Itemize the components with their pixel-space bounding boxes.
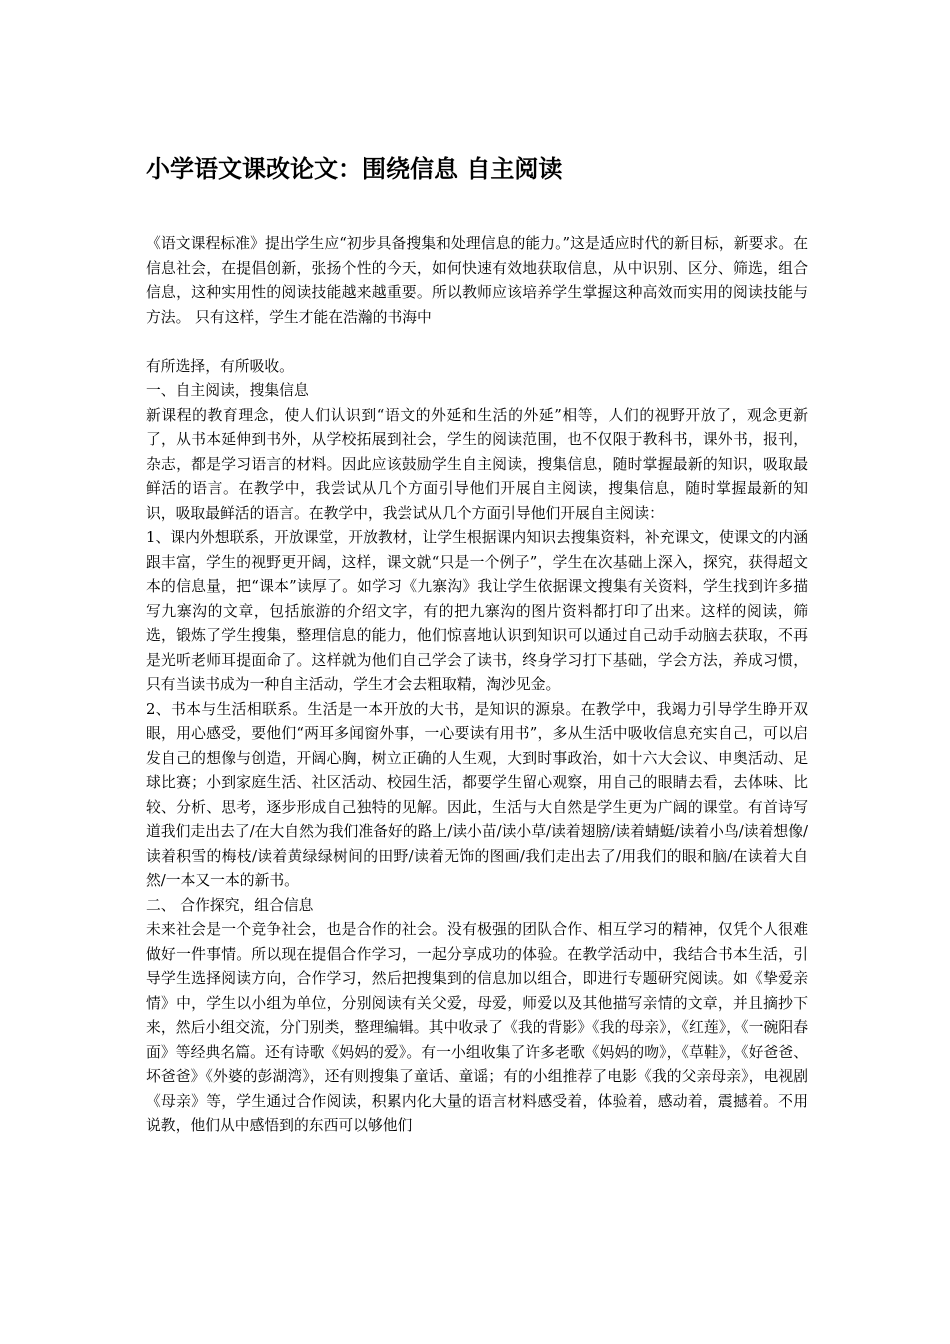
intro-continuation: 有所选择，有所吸收。	[146, 357, 294, 375]
document-body	[146, 232, 808, 1139]
paragraph-2: 1、课内外想联系，开放课堂，开放教材，让学生根据课内知识去搜集资料，补充课文，使课文的内涵跟丰富，学生的视野更开阔，这样，课文就“只是一个例子”，学生在次基础上深入，探究，获得超文本的信息量，把“课本”读厚了。如学习《九寨沟》我让学生依据课文搜集有关资料，学生找到许多描写九寨沟的文章，包括旅游的介绍文字，有的把九寨沟的图片资料都打印了出来。这样的阅读，筛选，锻炼了学生搜集，整理信息的能力，他们惊喜地认识到知识可以通过自己动手动脑去获取，不再是光听老师耳提面命了。这样就为他们自己学会了读书，终身学习打下基础，学会方法，养成习惯，只有当读书成为一种自主活动，学生才会去粗取精，淘沙见金。	[146, 529, 808, 693]
paragraph-3: 2、书本与生活相联系。生活是一本开放的大书，是知识的源泉。在教学中，我竭力引导学生睁开双眼，用心感受，要他们“两耳多闻窗外事，一心要读有用书”，多从生活中吸收信息充实自己，可以启发自己的想像与创造，开阔心胸，树立正确的人生观，大到时事政治，如十六大会议、申奥活动、足球比赛；小到家庭生活、社区活动、校园生活，都要学生留心观察，用自己的眼睛去看，去体味、比较、分析、思考，逐步形成自己独特的见解。因此，生活与大自然是学生更为广阔的课堂。有首诗写道我们走出去了/在大自然为我们准备好的路上/读小苗/读小草/读着翅膀/读着蜻蜓/读着小鸟/读着想像/读着积雪的梅枝/读着黄绿绿树间的田野/读着无饰的图画/我们走出去了/用我们的眼和脑/在读着大自然/一本又一本的新书。	[146, 700, 808, 889]
document-title: 小学语文课改论文：围绕信息 自主阅读	[146, 155, 563, 183]
intro-paragraph: 《语文课程标准》提出学生应“初步具备搜集和处理信息的能力。”这是适应时代的新目标，新要求。在信息社会，在提倡创新，张扬个性的今天，如何快速有效地获取信息，从中识别、区分、筛选，组合信息，这种实用性的阅读技能越来越重要。所以教师应该培养学生掌握这种高效而实用的阅读技能与方法。 只有这样，学生才能在浩瀚的书海中	[146, 235, 808, 326]
section-heading-1: 一、自主阅读，搜集信息	[146, 382, 309, 399]
paragraph-4: 未来社会是一个竞争社会，也是合作的社会。没有极强的团队合作、相互学习的精神，仅凭个人很难做好一件事情。所以现在提倡合作学习，一起分享成功的体验。在教学活动中，我结合书本生活，引导学生选择阅读方向，合作学习，然后把搜集到的信息加以组合，即进行专题研究阅读。如《挚爱亲情》中，学生以小组为单位，分别阅读有关父爱，母爱，师爱以及其他描写亲情的文章，并且摘抄下来，然后小组交流，分门别类，整理编辑。其中收录了《我的背影》《我的母亲》，《红莲》，《一碗阳春面》等经典名篇。还有诗歌《妈妈的爱》。有一小组收集了许多老歌《妈妈的吻》，《草鞋》，《好爸爸、坏爸爸》《外婆的彭湖湾》，还有则搜集了童话、童谣；有的小组推荐了电影《我的父亲母亲》，电视剧《母亲》等，学生通过合作阅读，积累内化大量的语言材料感受着，体验着，感动着，震撼着。不用说教，他们从中感悟到的东西可以够他们	[146, 921, 808, 1134]
paragraph-gap	[146, 330, 808, 355]
section-heading-2: 二、 合作探究，组合信息	[146, 896, 314, 914]
paragraph-1: 新课程的教育理念，使人们认识到“语文的外延和生活的外延”相等，人们的视野开放了，观念更新了，从书本延伸到书外，从学校拓展到社会，学生的阅读范围，也不仅限于教科书，课外书，报刊，杂志，都是学习语言的材料。因此应该鼓励学生自主阅读，搜集信息，随时掌握最新的知识，吸取最鲜活的语言。在教学中，我尝试从几个方面引导他们开展自主阅读，搜集信息，随时掌握最新的知识，吸取最鲜活的语言。在教学中，我尝试从几个方面引导他们开展自主阅读：	[146, 406, 808, 522]
